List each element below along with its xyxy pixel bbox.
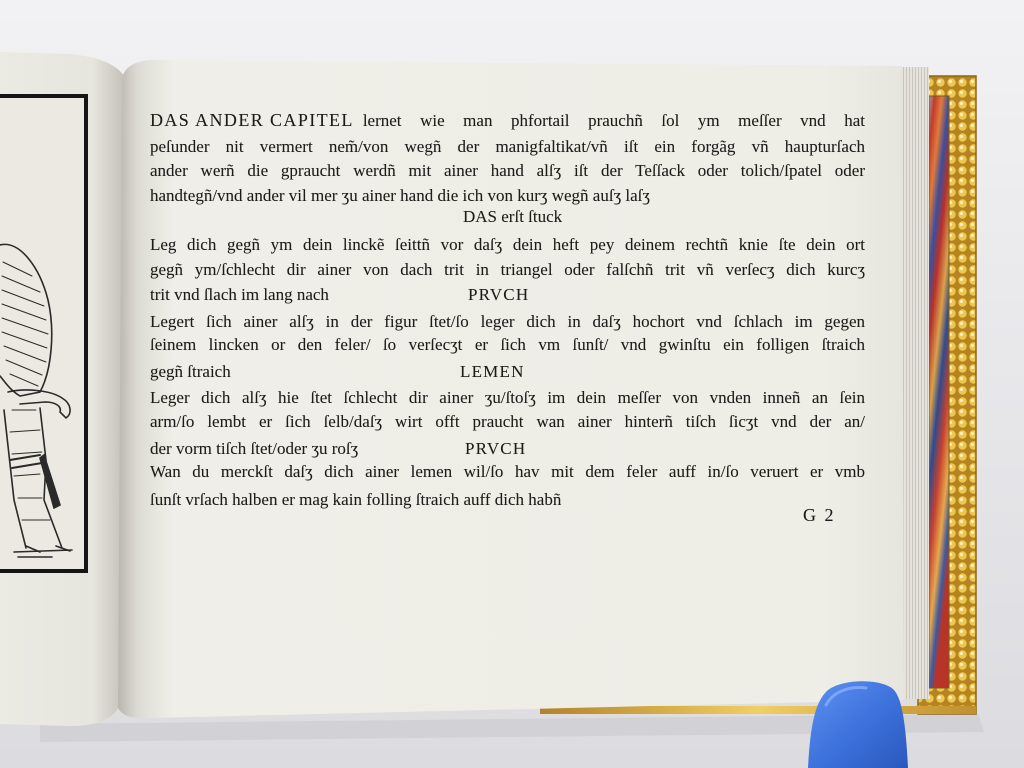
signature-mark: G 2 — [803, 505, 836, 525]
text-line-15: ſunſt vrſach halben er mag kain folling ſtraich auff dich habñ — [150, 490, 562, 509]
printed-text-block — [150, 0, 865, 540]
text-line-7-body: trit vnd ſlach im lang nach — [150, 285, 329, 304]
text-line-14: Wan du merckſt daſʒ dich ainer lemen wil/ſo hav mit dem feler auff in/ſo veruert er vmb — [150, 462, 865, 481]
text-line-10-body: gegñ ſtraich — [150, 362, 231, 381]
text-line-9: ſeinem lincken or den feler/ ſo verſecʒt er ſich vm ſunſt/ vnd gwinſtu ein folligen ſtraich — [150, 335, 865, 354]
gold-bottom-edge — [540, 706, 976, 714]
text-line-13-body: der vorm tiſch ſtet/oder ʒu roſʒ — [150, 439, 359, 458]
text-line-2: peſunder nit vermert nem̃/von wegñ der manigfaltikat/vñ iſt ein forgãg vñ haupturſach — [150, 137, 865, 156]
text-line-1 — [150, 108, 865, 132]
text-line-8: Legert ſich ainer alſʒ in der figur ſtet/ſo leger dich in daſʒ hochort vnd ſchlach im gegen — [150, 312, 865, 331]
text-line-6: gegñ ym/ſchlecht dir ainer von dach trit in triangel oder falſchñ trit vñ verſecʒ dich kurcʒ — [150, 260, 865, 279]
text-line-13 — [150, 437, 865, 461]
paragraph-heading-lemen: LEMEN — [460, 362, 525, 381]
text-line-5: Leg dich gegñ ym dein linckẽ ſeittñ vor daſʒ dein heft pey deinem rechtñ knie ſte dein ort — [150, 235, 865, 254]
text-line-4: handtegñ/vnd ander vil mer ʒu ainer hand die ich von kurʒ wegñ auſʒ laſʒ — [150, 186, 650, 205]
paragraph-heading-pruch-2: PRVCH — [465, 439, 527, 458]
text-line-3: ander werñ die gpraucht werdñ mit ainer hand alſʒ iſt der Teſſack oder tolich/ſpatel oder — [150, 161, 865, 180]
marbled-endpaper — [929, 96, 949, 688]
paragraph-heading-pruch-1: PRVCH — [468, 285, 530, 304]
text-line-10 — [150, 360, 865, 384]
chapter-heading: DAS ANDER CAPITEL — [150, 110, 354, 130]
text-line-7 — [150, 283, 865, 307]
woodcut-illustration — [0, 96, 86, 571]
text-line-11: Leger dich alſʒ hie ſtet ſchlecht dir ainer ʒu/ſtoſʒ im dein meſſer von vnden inneñ an ſein — [150, 388, 865, 407]
text-line-1-body: lernet wie man phfortail prauchñ ſol ym meſſer vnd hat — [362, 111, 865, 130]
text-line-12: arm/ſo lembt er ſich ſelb/daſʒ wirt offt praucht wan ainer hinterñ tiſch ſicʒt vnd der an/ — [150, 412, 865, 431]
section-heading: DAS erſt ſtuck — [463, 207, 563, 226]
